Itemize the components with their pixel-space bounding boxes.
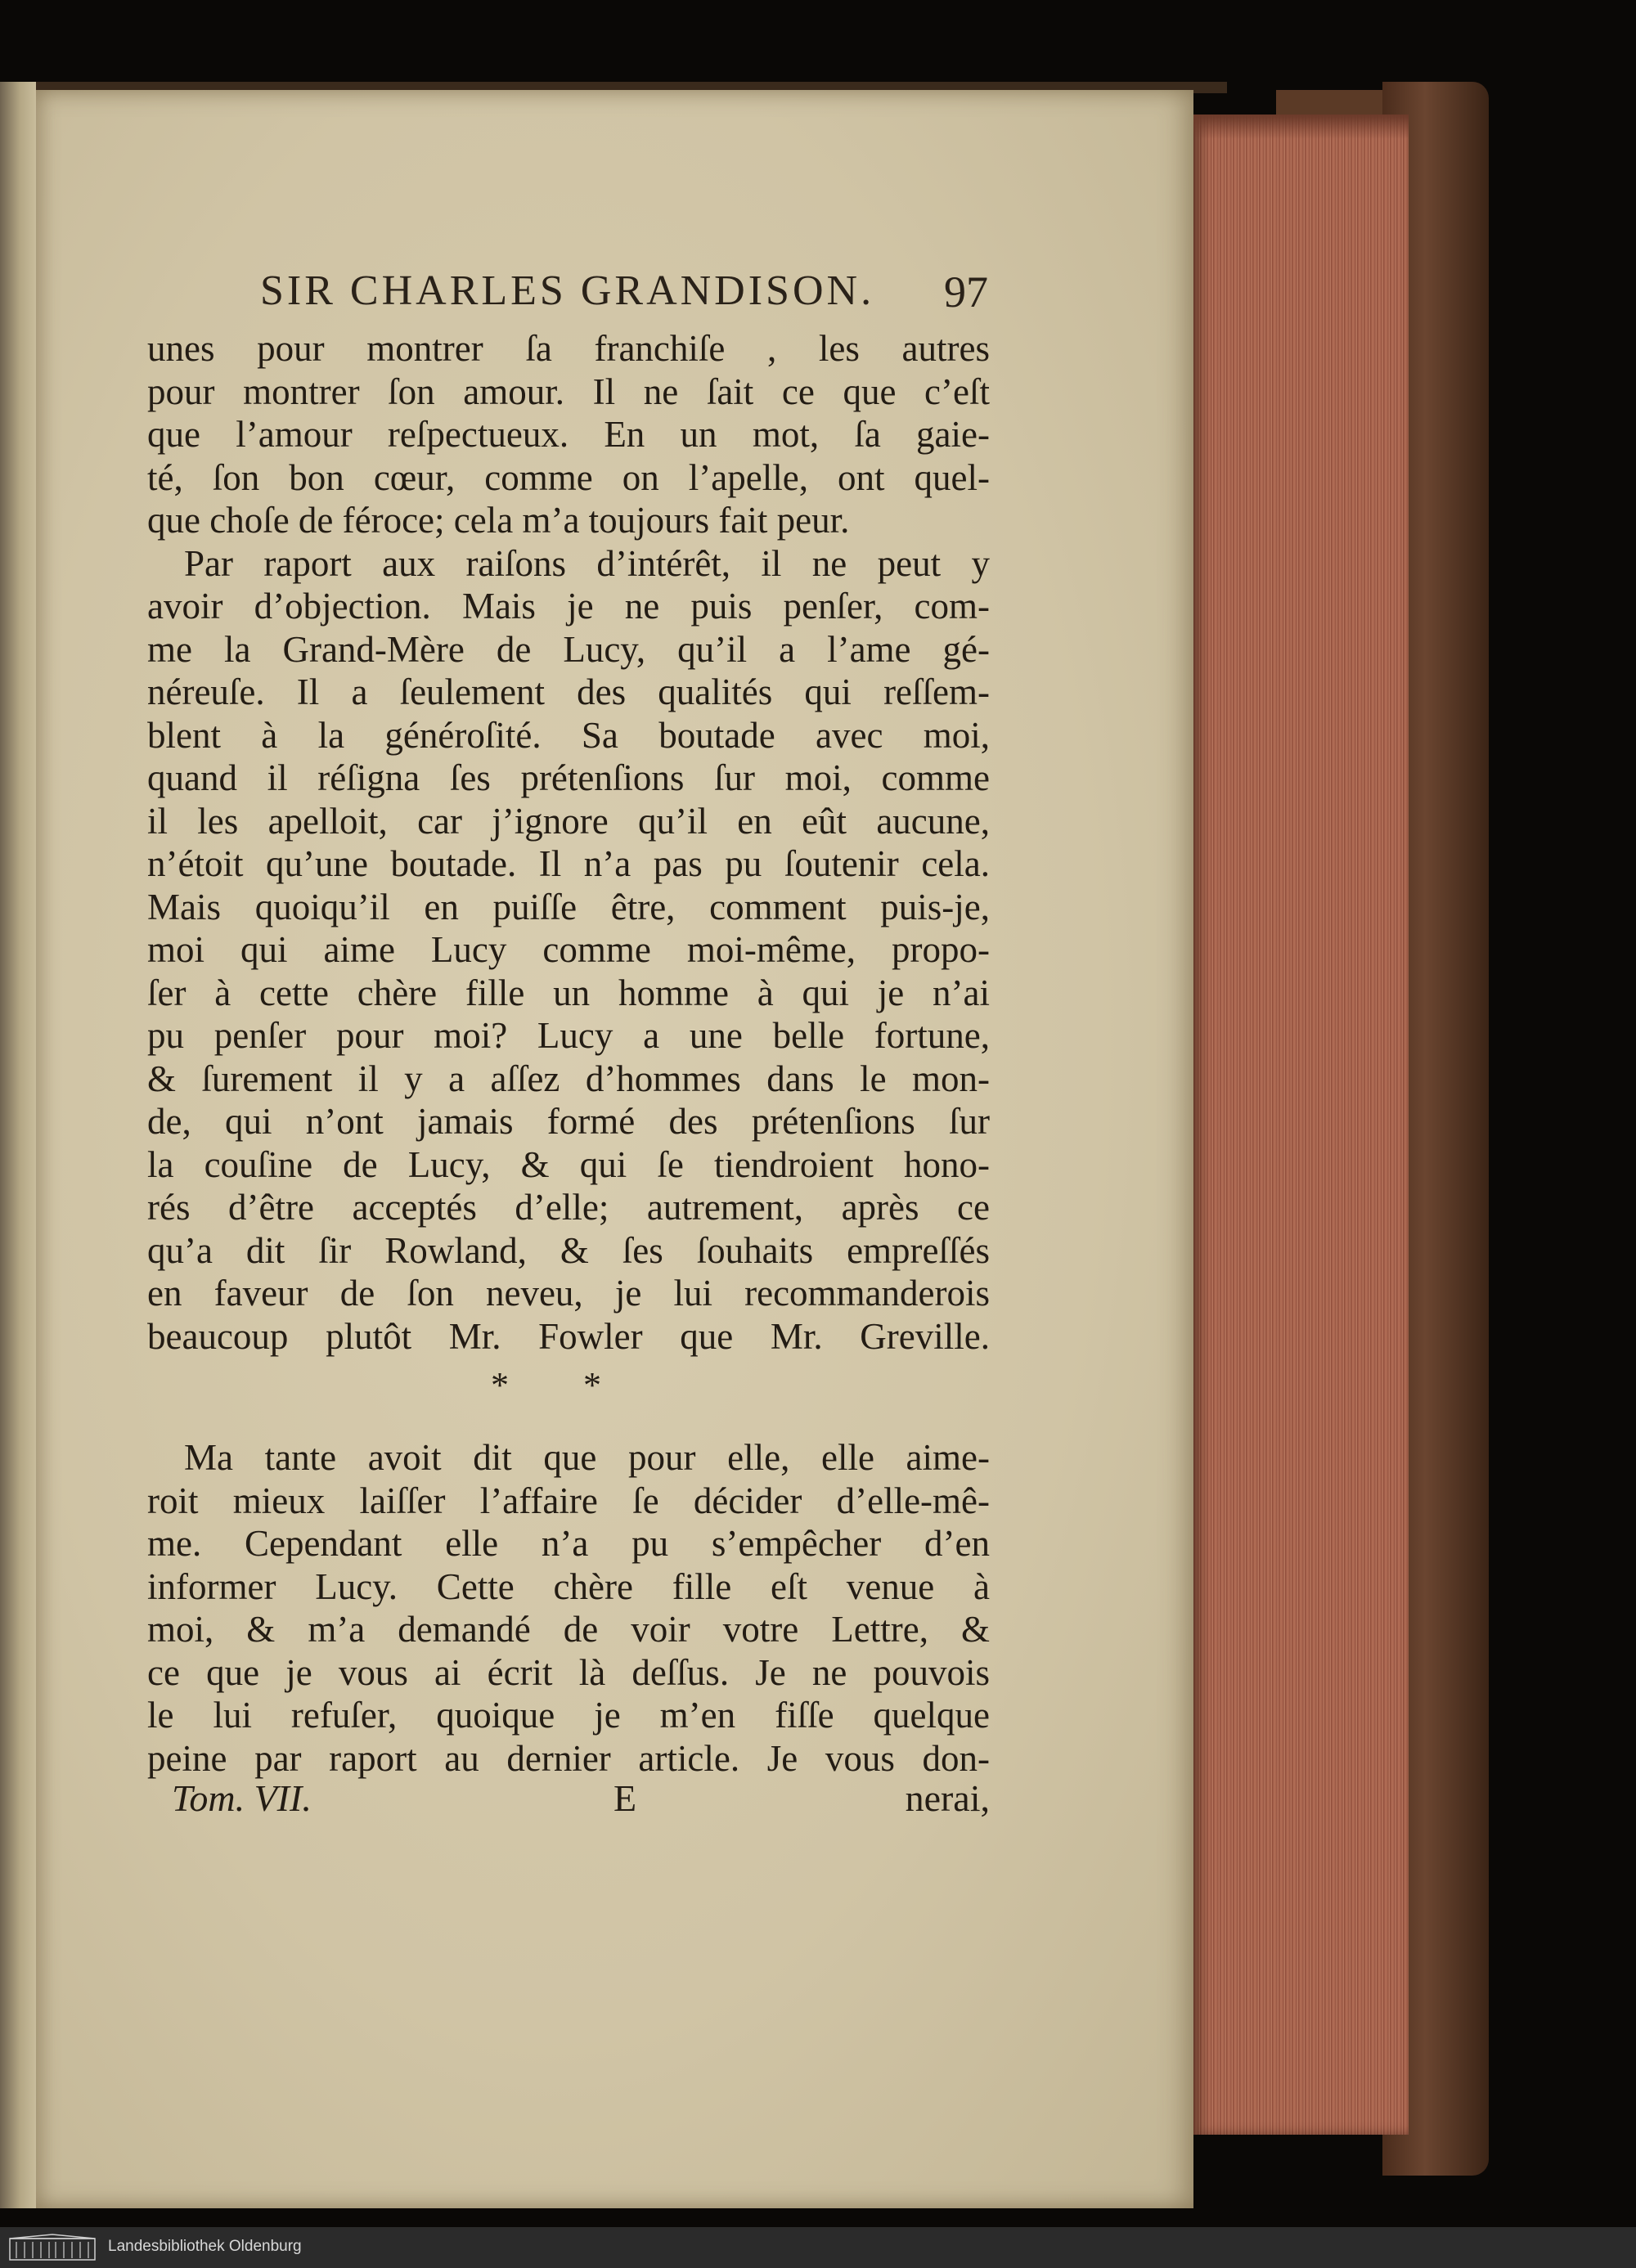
text-line: que l’amour reſpectueux. En un mot, ſa gaie- bbox=[147, 414, 990, 455]
text-line: té, ſon bon cœur, comme on l’apelle, ont quel- bbox=[147, 456, 990, 498]
text-line: roit mieux laiſſer l’affaire ſe décider d’elle-mê- bbox=[147, 1480, 990, 1521]
text-line: peine par raport au dernier article. Je vous don- bbox=[147, 1737, 990, 1779]
page-footer bbox=[172, 1776, 990, 1826]
text-line: moi, & m’a demandé de voir votre Lettre, & bbox=[147, 1609, 990, 1650]
library-name[interactable]: Landesbibliothek Oldenburg bbox=[108, 2238, 302, 2255]
library-building-icon bbox=[8, 2234, 97, 2261]
previous-page-edge bbox=[0, 82, 36, 2208]
text-block bbox=[147, 327, 990, 1358]
text-line: informer Lucy. Cette chère fille eſt venue à bbox=[147, 1565, 990, 1607]
text-line: en faveur de ſon neveu, je lui recommanderois bbox=[147, 1273, 990, 1314]
gathering-signature: E bbox=[614, 1777, 637, 1819]
text-line: pour montrer ſon amour. Il ne ſait ce que c’eſt bbox=[147, 371, 990, 412]
text-line: Mais quoiqu’il en puiſſe être, comment puis-je, bbox=[147, 886, 990, 927]
text-line: le lui refuſer, quoique je m’en fiſſe quelque bbox=[147, 1695, 990, 1736]
section-separator: * * bbox=[491, 1365, 634, 1405]
page-block-shadow bbox=[1193, 115, 1409, 139]
text-line: ce que je vous ai écrit là deſſus. Je ne pouvois bbox=[147, 1651, 990, 1693]
text-block-second bbox=[147, 1436, 990, 1780]
text-line: il les apelloit, car j’ignore qu’il en eût aucune, bbox=[147, 800, 990, 842]
text-line: beaucoup plutôt Mr. Fowler que Mr. Greville. bbox=[147, 1315, 990, 1357]
page-number: 97 bbox=[944, 267, 988, 317]
text-line: moi qui aime Lucy comme moi-même, propo- bbox=[147, 929, 990, 970]
library-footer-bar bbox=[0, 2227, 1636, 2268]
text-line: néreuſe. Il a ſeulement des qualités qui reſſem- bbox=[147, 671, 990, 712]
text-line: pu penſer pour moi? Lucy a une belle fortune, bbox=[147, 1015, 990, 1056]
text-line: Ma tante avoit dit que pour elle, elle aime- bbox=[184, 1437, 990, 1478]
volume-mark: Tom. VII. bbox=[172, 1777, 312, 1819]
text-line: de, qui n’ont jamais formé des prétenſions ſur bbox=[147, 1101, 990, 1142]
catchword: nerai, bbox=[905, 1777, 990, 1819]
text-line: ſer à cette chère fille un homme à qui je n’ai bbox=[147, 972, 990, 1013]
running-title: SIR CHARLES GRANDISON. bbox=[260, 267, 875, 314]
text-line: qu’a dit ſir Rowland, & ſes ſouhaits empreſſés bbox=[147, 1229, 990, 1271]
text-line: n’étoit qu’une boutade. Il n’a pas pu ſoutenir cela. bbox=[147, 843, 990, 884]
text-line: & ſurement il y a aſſez d’hommes dans le mon- bbox=[147, 1058, 990, 1099]
text-line: avoir d’objection. Mais je ne puis penſer, com- bbox=[147, 586, 990, 627]
running-head bbox=[260, 267, 988, 324]
text-line: quand il réſigna ſes prétenſions ſur moi, comme bbox=[147, 757, 990, 798]
text-line: me. Cependant elle n’a pu s’empêcher d’en bbox=[147, 1523, 990, 1564]
text-line: unes pour montrer ſa franchiſe , les autres bbox=[147, 328, 990, 369]
text-line: Par raport aux raiſons d’intérêt, il ne peut y bbox=[184, 542, 990, 584]
text-line: la couſine de Lucy, & qui ſe tiendroient hono- bbox=[147, 1143, 990, 1185]
text-line: que choſe de féroce; cela m’a toujours fait peur. bbox=[147, 500, 850, 541]
text-line: rés d’être acceptés d’elle; autrement, après ce bbox=[147, 1187, 990, 1228]
text-line: me la Grand-Mère de Lucy, qu’il a l’ame gé- bbox=[147, 628, 990, 670]
page-block-edges bbox=[1193, 115, 1409, 2135]
text-line: blent à la généroſité. Sa boutade avec moi, bbox=[147, 714, 990, 756]
